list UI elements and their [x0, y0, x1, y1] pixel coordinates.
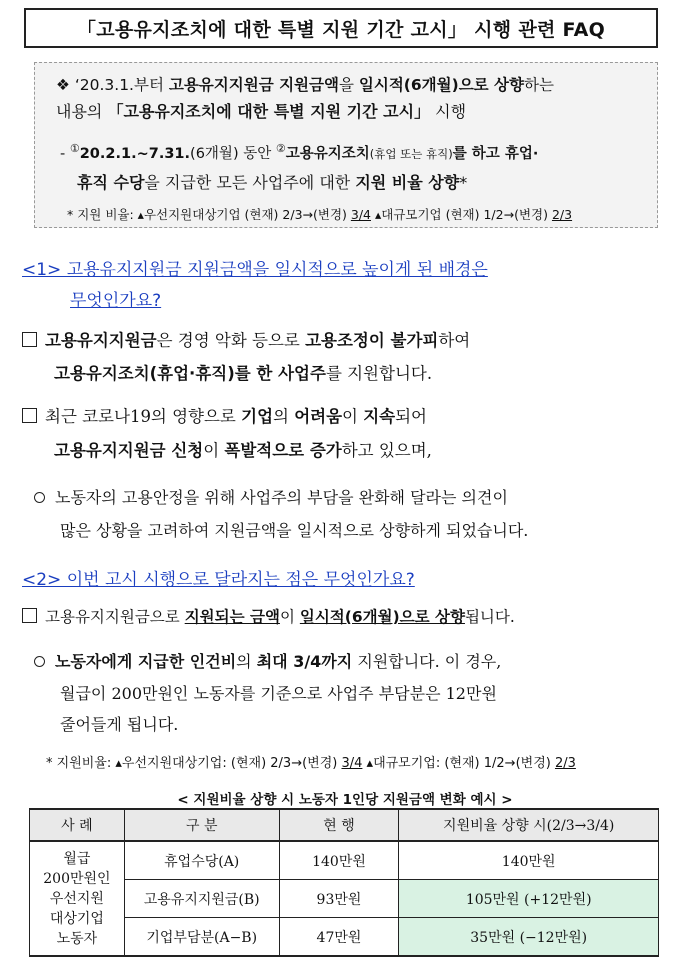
q2-paragraph-1 [22, 605, 515, 627]
bold-text: 노동자에게 지급한 인건비 [55, 652, 237, 671]
summary-text: 을 [338, 76, 359, 94]
row-changed-highlight: 105만원 (+12만원) [399, 880, 659, 918]
table-header-row [30, 809, 659, 841]
checkbox-square-icon [22, 332, 37, 347]
summary-text: ❖ ‘20.3.1.부터 [56, 76, 169, 94]
summary-bold: 일시적(6개월)으로 상향 [358, 76, 524, 94]
summary-small: (휴업 또는 휴직) [369, 147, 453, 161]
body-text: 되어 [395, 407, 427, 426]
question-1-line-1: <1> 고용유지지원금 지원금액을 일시적으로 높이게 된 배경은 [22, 260, 488, 280]
q1-paragraph-1-line-2 [54, 360, 432, 384]
summary-bold: 고용유지지원금 지원금액 [168, 76, 339, 94]
note-text: * 지원비율: ▴우선지원대상기업: (현재) 2/3→(변경) [46, 756, 342, 771]
summary-bold: 20.2.1.~7.31. [79, 146, 191, 162]
note-value: 3/4 [341, 756, 363, 771]
q2-paragraph-2-line-2: 월급이 200만원인 노동자를 기준으로 사업주 부담분은 12만원 [60, 684, 497, 703]
bold-text: 고용유지조치(휴업·휴직)를 한 사업주 [54, 364, 326, 383]
body-text: 고용유지지원금으로 [45, 608, 185, 626]
body-text: 의 [273, 407, 295, 426]
bold-text: 기업 [241, 407, 274, 426]
summary-text: * [459, 173, 468, 192]
q2-paragraph-2-line-1 [34, 649, 501, 672]
body-text: 됩니다. [464, 608, 515, 626]
subsidy-example-table [29, 808, 659, 957]
row-label: 기업부담분(A−B) [124, 918, 279, 957]
note-value: 2/3 [554, 756, 576, 771]
question-1-line-2: 무엇인가요? [70, 291, 162, 311]
table-row [30, 880, 659, 918]
bold-text: 일시적(6개월)으로 상향 [299, 608, 465, 626]
case-label-line: 대상기업 [49, 910, 104, 927]
body-text: 의 [236, 652, 257, 671]
bold-text: 지원되는 금액 [184, 608, 280, 626]
q2-paragraph-2-line-3: 줄어들게 됩니다. [60, 715, 179, 734]
note-text: ▴대규모기업 (현재) 1/2→(변경) [371, 207, 552, 222]
q1-paragraph-3-line-1 [34, 485, 508, 508]
q1-paragraph-1-line-1 [22, 327, 470, 351]
summary-text: 에 대한 [298, 173, 356, 192]
summary-bullet-2 [77, 170, 467, 193]
summary-dash: - [60, 146, 70, 162]
q1-paragraph-3-line-2: 많은 상황을 고려하여 지원금액을 일시적으로 상향하게 되었습니다. [60, 521, 529, 540]
summary-text: 내용의 [56, 102, 108, 121]
q1-paragraph-2-line-2 [54, 437, 432, 461]
body-text: 이 [342, 407, 364, 426]
case-label-line: 노동자 [56, 930, 98, 947]
page-title: 「고용유지조치에 대한 특별 지원 기간 고시」 시행 관련 FAQ [24, 8, 658, 48]
body-text: 를 지원합니다. [325, 364, 433, 383]
rate-note [46, 752, 576, 771]
row-current: 47만원 [279, 918, 399, 957]
summary-text: 하는 [523, 76, 554, 94]
circle-bullet-icon [34, 656, 45, 667]
circle-bullet-icon [34, 492, 45, 503]
bold-text: 최대 3/4까지 [256, 652, 353, 671]
row-changed-highlight: 35만원 (−12만원) [399, 918, 659, 957]
body-text: 하여 [438, 331, 471, 350]
case-label-cell [30, 841, 125, 956]
summary-text: 시행 [430, 102, 467, 121]
body-text: 최근 코로나19의 영향으로 [45, 407, 242, 426]
body-text: 이 [203, 441, 225, 460]
header-case: 사 례 [30, 809, 125, 841]
row-label: 고용유지지원금(B) [124, 880, 279, 918]
summary-note [67, 205, 572, 223]
summary-bold: 지원 비율 상향 [355, 173, 460, 192]
summary-bold: 「고용유지조치에 대한 특별 지원 기간 고시」 [107, 102, 431, 121]
bold-text: 어려움 [294, 407, 343, 426]
row-changed: 140만원 [399, 841, 659, 880]
body-text: 이 [279, 608, 300, 626]
row-current: 140만원 [279, 841, 399, 880]
body-text: 은 경영 악화 등으로 [156, 331, 306, 350]
checkbox-square-icon [22, 408, 37, 423]
bold-text: 고용조정이 불가피 [305, 331, 439, 350]
case-label-line: 월급 [63, 850, 91, 867]
bold-text: 고용유지지원금 [45, 331, 157, 350]
note-value: 2/3 [551, 207, 573, 222]
note-value: 3/4 [350, 207, 371, 222]
table-caption: < 지원비율 상향 시 노동자 1인당 지원금액 변화 예시 > [177, 792, 513, 808]
row-current: 93만원 [279, 880, 399, 918]
case-label-line: 우선지원 [49, 890, 104, 907]
body-text: 노동자의 고용안정을 위해 사업주의 부담을 완화해 달라는 의견이 [55, 488, 508, 507]
bold-text: 폭발적으로 증가 [224, 441, 342, 460]
case-label-line: 200만원인 [43, 870, 111, 887]
table-row [30, 841, 659, 880]
bold-text: 고용유지지원금 신청 [54, 441, 204, 460]
note-text: * 지원 비율: ▴우선지원대상기업 (현재) 2/3→(변경) [67, 207, 351, 222]
body-text: 하고 있으며, [341, 441, 432, 460]
circled-one: ① [69, 142, 80, 155]
checkbox-square-icon [22, 608, 37, 623]
summary-text: (6개월) 동안 [190, 146, 276, 162]
q1-paragraph-2-line-1 [22, 403, 427, 427]
summary-line-1 [56, 73, 554, 95]
bold-text: 지속 [363, 407, 396, 426]
row-label: 휴업수당(A) [124, 841, 279, 880]
summary-bold: 를 하고 휴업· [452, 146, 539, 162]
circled-two: ② [275, 142, 286, 155]
summary-bold: 고용유지조치 [285, 146, 370, 162]
summary-bold: 휴직 수당 [77, 173, 145, 192]
note-text: ▴대규모기업: (현재) 1/2→(변경) [362, 756, 555, 771]
summary-bullet-1 [60, 142, 538, 163]
summary-line-2 [56, 99, 466, 122]
question-2: <2> 이번 고시 시행으로 달라지는 점은 무엇인가요? [22, 570, 415, 590]
body-text: 지원합니다. 이 경우, [352, 652, 502, 671]
header-changed: 지원비율 상향 시(2/3→3/4) [399, 809, 659, 841]
summary-text: 을 지급한 모든 사업주 [144, 173, 299, 192]
table-row [30, 918, 659, 957]
header-category: 구 분 [124, 809, 279, 841]
header-current: 현 행 [279, 809, 399, 841]
